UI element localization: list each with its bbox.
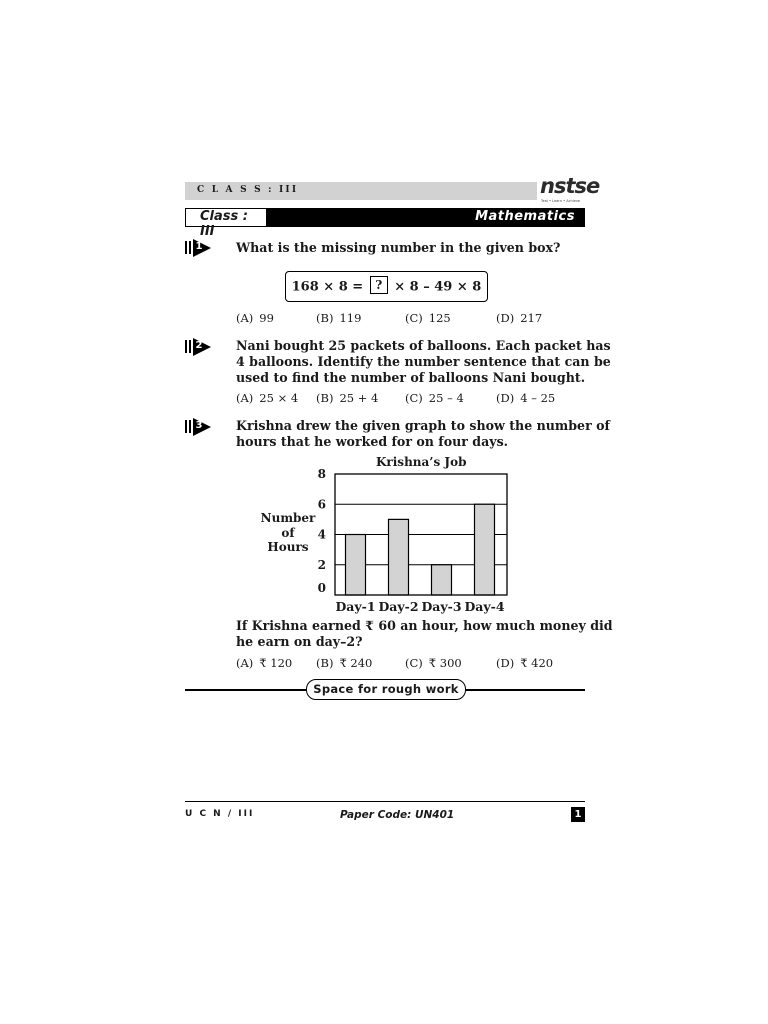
y-tick-label: 2 — [317, 557, 326, 572]
equation-left: 168 × 8 = — [291, 279, 368, 295]
class-label: Class : III — [200, 209, 248, 239]
y-axis-label-line: Number — [260, 511, 316, 525]
y-tick-label: 6 — [317, 497, 326, 512]
x-tick-label: Day-2 — [378, 599, 419, 614]
question-3-followup — [236, 618, 613, 650]
option-value: 4 – 25 — [520, 391, 556, 405]
bar-chart — [310, 466, 520, 618]
question-2-line: used to find the number of balloons Nani bought. — [236, 370, 586, 385]
y-tick-label: 0 — [317, 581, 326, 595]
chart-title: Krishna’s Job — [376, 455, 467, 469]
footer-divider — [185, 801, 585, 802]
y-tick-label: 8 — [317, 467, 326, 481]
question-1-marker-icon — [185, 239, 215, 257]
question-2-line: 4 balloons. Identify the number sentence that can be — [236, 354, 611, 369]
question-2-text — [236, 338, 611, 386]
option-value: ₹ 240 — [339, 656, 373, 670]
bar — [346, 535, 366, 596]
option-label: (C) — [405, 656, 423, 670]
option-value: 217 — [520, 311, 543, 325]
question-3-marker-icon — [185, 418, 215, 436]
question-1-number: 1 — [195, 241, 203, 252]
rough-work-label-box — [306, 679, 466, 700]
question-3-followup-line: If Krishna earned ₹ 60 an hour, how much money did — [236, 618, 613, 633]
question-1-option-c[interactable] — [405, 311, 451, 325]
x-tick-label: Day-4 — [464, 599, 505, 614]
option-value: ₹ 420 — [520, 656, 554, 670]
option-label: (A) — [236, 656, 254, 670]
y-axis-label-line: Hours — [267, 540, 309, 554]
footer-ucn: U C N / III — [185, 809, 255, 819]
option-label: (D) — [496, 656, 515, 670]
option-value: ₹ 120 — [259, 656, 293, 670]
question-2-line: Nani bought 25 packets of balloons. Each packet has — [236, 338, 611, 353]
logo-tagline: Test • Learn • Achieve — [541, 199, 581, 203]
question-3-text — [236, 418, 610, 450]
question-3-option-d[interactable] — [496, 656, 553, 670]
question-3-line: hours that he worked for on four days. — [236, 434, 509, 449]
question-3-option-a[interactable] — [236, 656, 292, 670]
question-2-option-d[interactable] — [496, 391, 555, 405]
question-1-text: What is the missing number in the given box? — [236, 240, 561, 255]
page-number: 1 — [571, 807, 585, 822]
equation-right: × 8 – 49 × 8 — [389, 279, 482, 295]
class-strip-label: C L A S S : III — [197, 185, 299, 195]
question-1-option-d[interactable] — [496, 311, 542, 325]
bar — [389, 519, 409, 595]
option-value: ₹ 300 — [428, 656, 462, 670]
option-label: (D) — [496, 391, 515, 405]
question-2-option-c[interactable] — [405, 391, 464, 405]
option-label: (B) — [316, 656, 334, 670]
question-3-followup-line: he earn on day–2? — [236, 634, 363, 649]
question-3-line: Krishna drew the given graph to show the number of — [236, 418, 610, 433]
option-value: 25 + 4 — [339, 391, 379, 405]
x-tick-label: Day-3 — [421, 599, 462, 614]
equation — [286, 278, 487, 296]
question-2-option-b[interactable] — [316, 391, 378, 405]
option-label: (C) — [405, 311, 423, 325]
logo-word: nstse — [540, 174, 600, 198]
option-value: 99 — [259, 311, 274, 325]
question-2-marker-icon — [185, 338, 215, 356]
question-2-option-a[interactable] — [236, 391, 298, 405]
option-value: 25 – 4 — [428, 391, 464, 405]
nstse-logo — [538, 174, 600, 204]
option-value: 25 × 4 — [259, 391, 299, 405]
question-3-option-b[interactable] — [316, 656, 372, 670]
question-1-option-b[interactable] — [316, 311, 361, 325]
bar — [475, 504, 495, 595]
option-value: 119 — [339, 311, 362, 325]
question-3-option-c[interactable] — [405, 656, 462, 670]
question-1-option-a[interactable] — [236, 311, 274, 325]
y-tick-label: 4 — [317, 527, 326, 542]
subject-title: Mathematics — [475, 209, 575, 224]
option-label: (A) — [236, 391, 254, 405]
option-label: (A) — [236, 311, 254, 325]
y-axis-label-line: of — [281, 525, 295, 540]
rough-work-label: Space for rough work — [313, 682, 459, 696]
paper-code: Paper Code: UN401 — [340, 809, 455, 821]
bar — [432, 565, 452, 595]
question-2-number: 2 — [195, 340, 203, 351]
option-label: (D) — [496, 311, 515, 325]
option-label: (C) — [405, 391, 423, 405]
missing-number-box: ? — [370, 276, 388, 294]
subject-bar — [185, 208, 585, 239]
option-value: 125 — [428, 311, 451, 325]
class-strip — [185, 182, 537, 200]
class-label-box — [186, 209, 267, 239]
option-label: (B) — [316, 311, 334, 325]
equation-box — [285, 271, 488, 302]
x-tick-label: Day-1 — [335, 599, 376, 614]
option-label: (B) — [316, 391, 334, 405]
question-3-number: 3 — [195, 420, 203, 431]
